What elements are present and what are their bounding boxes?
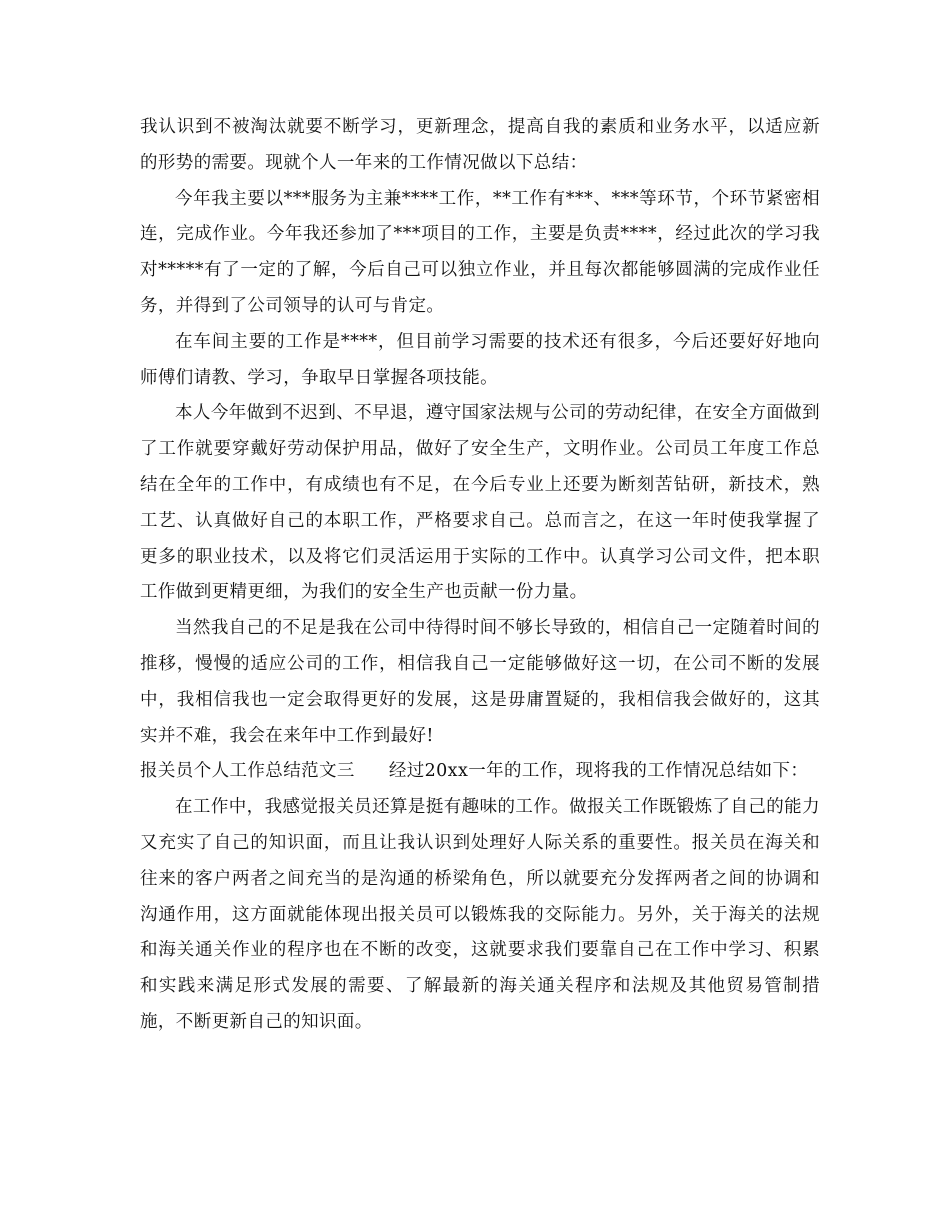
document-body xyxy=(140,110,820,1041)
paragraph-6: 在工作中，我感觉报关员还算是挺有趣味的工作。做报关工作既锻炼了自己的能力又充实了自己的知识面，而且让我认识到处理好人际关系的重要性。报关员在海关和往来的客户两者之间充当的是沟通的桥梁角色，所以就要充分发挥两者之间的协调和沟通作用，这方面就能体现出报关员可以锻炼我的交际能力。另外，关于海关的法规和海关通关作业的程序也在不断的改变，这就要求我们要靠自己在工作中学习、积累和实践来满足形式发展的需要、了解最新的海关通关程序和法规及其他贸易管制措施，不断更新自己的知识面。 xyxy=(140,797,820,1032)
paragraph-5: 当然我自己的不足是我在公司中待得时间不够长导致的，相信自己一定随着时间的推移，慢慢的适应公司的工作，相信我自己一定能够做好这一切，在公司不断的发展中，我相信我也一定会取得更好的发展，这是毋庸置疑的，我相信我会做好的，这其实并不难，我会在来年中工作到最好! xyxy=(140,618,820,746)
paragraph-4: 本人今年做到不迟到、不早退，遵守国家法规与公司的劳动纪律，在安全方面做到了工作就要穿戴好劳动保护用品，做好了安全生产，文明作业。公司员工年度工作总结在全年的工作中，有成绩也有不足，在今后专业上还要为断刻苦钻研，新技术，熟工艺、认真做好自己的本职工作，严格要求自己。总而言之，在这一年时使我掌握了更多的职业技术，以及将它们灵活运用于实际的工作中。认真学习公司文件，把本职工作做到更精更细，为我们的安全生产也贡献一份力量。 xyxy=(140,403,820,603)
section-title: 报关员个人工作总结范文三 xyxy=(140,761,355,782)
paragraph-1: 我认识到不被淘汰就要不断学习，更新理念，提高自我的素质和业务水平，以适应新的形势的需要。现就个人一年来的工作情况做以下总结： xyxy=(140,117,820,173)
section-heading-line xyxy=(140,754,820,790)
section-intro: 经过20xx一年的工作，现将我的工作情况总结如下： xyxy=(388,761,809,782)
paragraph-2: 今年我主要以***服务为主兼****工作，**工作有***、***等环节，个环节紧密相连，完成作业。今年我还参加了***项目的工作，主要是负责****，经过此次的学习我对*****有了一定的了解，今后自己可以独立作业，并且每次都能够圆满的完成作业任务，并得到了公司领导的认可与肯定。 xyxy=(140,188,820,316)
paragraph-3: 在车间主要的工作是****，但目前学习需要的技术还有很多，今后还要好好地向师傅们请教、学习，争取早日掌握各项技能。 xyxy=(140,331,820,388)
